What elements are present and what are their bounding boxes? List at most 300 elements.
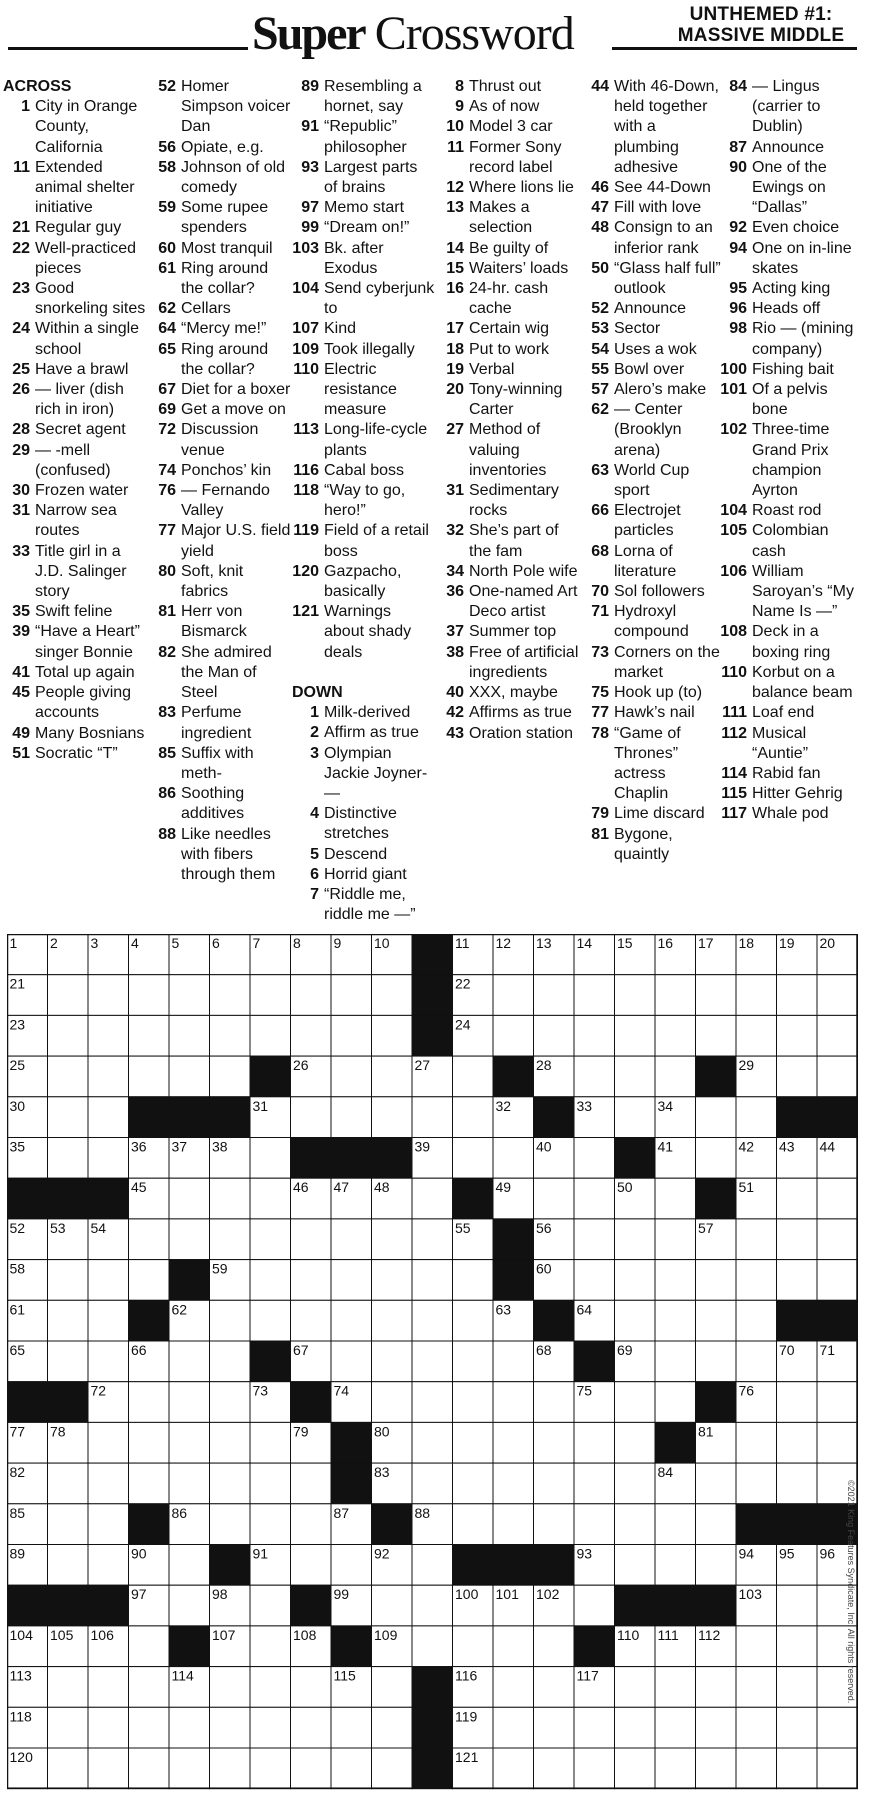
grid-cell[interactable] (250, 1707, 291, 1748)
clue-item[interactable] (149, 380, 294, 400)
grid-cell[interactable] (736, 1707, 777, 1748)
clue-item[interactable] (437, 380, 581, 420)
grid-cell[interactable] (655, 1056, 696, 1097)
clue-item[interactable] (582, 582, 723, 602)
grid-cell[interactable] (736, 1260, 777, 1301)
grid-cell[interactable] (291, 1707, 332, 1748)
grid-cell[interactable] (493, 1667, 534, 1708)
grid-cell[interactable] (412, 1260, 453, 1301)
grid-cell[interactable] (534, 1178, 575, 1219)
grid-cell[interactable] (655, 1504, 696, 1545)
grid-cell[interactable] (250, 1219, 291, 1260)
grid-cell[interactable] (615, 1097, 656, 1138)
clue-item[interactable] (292, 340, 435, 360)
grid-cell[interactable] (372, 1260, 413, 1301)
grid-cell[interactable] (534, 1422, 575, 1463)
grid-cell[interactable] (736, 1667, 777, 1708)
clue-item[interactable] (720, 724, 866, 764)
grid-cell[interactable] (129, 1219, 170, 1260)
grid-cell[interactable] (777, 1382, 818, 1423)
clue-item[interactable] (3, 683, 148, 723)
clue-item[interactable] (720, 663, 866, 703)
grid-cell[interactable] (210, 1341, 251, 1382)
grid-cell[interactable] (574, 1585, 615, 1626)
clue-item[interactable] (582, 218, 723, 258)
grid-cell[interactable] (453, 1504, 494, 1545)
grid-cell[interactable] (372, 1219, 413, 1260)
grid-cell[interactable] (210, 1219, 251, 1260)
grid-cell[interactable] (48, 1260, 89, 1301)
clue-item[interactable] (437, 97, 581, 117)
grid-cell[interactable] (493, 1748, 534, 1789)
grid-cell[interactable] (534, 1463, 575, 1504)
clue-item[interactable] (720, 562, 866, 623)
grid-cell[interactable] (210, 1382, 251, 1423)
grid-cell[interactable] (412, 1545, 453, 1586)
grid-cell[interactable] (493, 1504, 534, 1545)
clue-item[interactable] (292, 481, 435, 521)
grid-cell[interactable] (210, 975, 251, 1016)
grid-cell[interactable] (655, 1260, 696, 1301)
grid-cell[interactable] (615, 1463, 656, 1504)
grid-cell[interactable] (655, 1707, 696, 1748)
clue-item[interactable] (292, 77, 435, 117)
clue-item[interactable] (149, 825, 294, 886)
grid-cell[interactable] (777, 1056, 818, 1097)
grid-cell[interactable] (291, 1015, 332, 1056)
clue-item[interactable] (582, 602, 723, 642)
grid-cell[interactable] (736, 1300, 777, 1341)
grid-cell[interactable] (574, 1219, 615, 1260)
grid-cell[interactable] (372, 1748, 413, 1789)
clue-item[interactable] (149, 602, 294, 642)
grid-cell[interactable] (412, 1341, 453, 1382)
grid-cell[interactable] (88, 1667, 129, 1708)
grid-cell[interactable] (696, 1545, 737, 1586)
grid-cell[interactable] (210, 1178, 251, 1219)
grid-cell[interactable] (696, 1097, 737, 1138)
grid-cell[interactable] (817, 1748, 858, 1789)
clue-item[interactable] (3, 542, 148, 603)
grid-cell[interactable] (210, 1504, 251, 1545)
grid-cell[interactable] (88, 1748, 129, 1789)
grid-cell[interactable] (777, 1707, 818, 1748)
grid-cell[interactable] (169, 1707, 210, 1748)
clue-item[interactable] (149, 461, 294, 481)
clue-item[interactable] (3, 501, 148, 541)
grid-cell[interactable] (250, 1585, 291, 1626)
grid-cell[interactable] (736, 1015, 777, 1056)
grid-cell[interactable] (88, 1707, 129, 1748)
grid-cell[interactable] (129, 1667, 170, 1708)
grid-cell[interactable] (291, 1463, 332, 1504)
clue-item[interactable] (3, 319, 148, 359)
grid-cell[interactable] (250, 1422, 291, 1463)
grid-cell[interactable] (534, 1748, 575, 1789)
grid-cell[interactable] (48, 1463, 89, 1504)
grid-cell[interactable] (574, 1015, 615, 1056)
grid-cell[interactable] (777, 1667, 818, 1708)
grid-cell[interactable] (372, 1382, 413, 1423)
grid-cell[interactable] (574, 1463, 615, 1504)
clue-item[interactable] (149, 643, 294, 704)
grid-cell[interactable] (493, 1015, 534, 1056)
grid-cell[interactable] (48, 1341, 89, 1382)
grid-cell[interactable] (736, 1341, 777, 1382)
clue-item[interactable] (582, 360, 723, 380)
clue-item[interactable] (437, 77, 581, 97)
clue-item[interactable] (582, 804, 723, 824)
clue-item[interactable] (149, 198, 294, 238)
grid-cell[interactable] (453, 1463, 494, 1504)
grid-cell[interactable] (777, 1748, 818, 1789)
grid-cell[interactable] (655, 975, 696, 1016)
clue-item[interactable] (149, 521, 294, 561)
grid-cell[interactable] (696, 1748, 737, 1789)
grid-cell[interactable] (493, 1341, 534, 1382)
grid-cell[interactable] (129, 1626, 170, 1667)
grid-cell[interactable] (534, 1382, 575, 1423)
grid-cell[interactable] (291, 1504, 332, 1545)
clue-item[interactable] (437, 319, 581, 339)
grid-cell[interactable] (574, 1056, 615, 1097)
grid-cell[interactable] (736, 1626, 777, 1667)
grid-cell[interactable] (655, 1667, 696, 1708)
clue-item[interactable] (582, 259, 723, 299)
grid-cell[interactable] (453, 1626, 494, 1667)
clue-item[interactable] (149, 340, 294, 380)
grid-cell[interactable] (169, 975, 210, 1016)
grid-cell[interactable] (453, 1341, 494, 1382)
clue-item[interactable] (292, 158, 435, 198)
grid-cell[interactable] (331, 975, 372, 1016)
grid-cell[interactable] (736, 1748, 777, 1789)
clue-item[interactable] (720, 77, 866, 138)
grid-cell[interactable] (250, 1504, 291, 1545)
grid-cell[interactable] (696, 1707, 737, 1748)
grid-cell[interactable] (493, 1626, 534, 1667)
clue-item[interactable] (437, 117, 581, 137)
clue-item[interactable] (582, 340, 723, 360)
grid-cell[interactable] (331, 1097, 372, 1138)
clue-item[interactable] (292, 239, 435, 279)
clue-item[interactable] (720, 622, 866, 662)
grid-cell[interactable] (250, 1626, 291, 1667)
grid-cell[interactable] (412, 1626, 453, 1667)
grid-cell[interactable] (777, 1260, 818, 1301)
grid-cell[interactable] (250, 1015, 291, 1056)
clue-item[interactable] (582, 178, 723, 198)
grid-cell[interactable] (331, 1015, 372, 1056)
grid-cell[interactable] (412, 1463, 453, 1504)
grid-cell[interactable] (412, 1300, 453, 1341)
grid-cell[interactable] (88, 975, 129, 1016)
grid-cell[interactable] (88, 1463, 129, 1504)
grid-cell[interactable] (129, 975, 170, 1016)
grid-cell[interactable] (331, 1260, 372, 1301)
grid-cell[interactable] (534, 1667, 575, 1708)
grid-cell[interactable] (88, 1015, 129, 1056)
grid-cell[interactable] (574, 1504, 615, 1545)
grid-cell[interactable] (696, 1341, 737, 1382)
grid-cell[interactable] (48, 1667, 89, 1708)
clue-item[interactable] (437, 360, 581, 380)
grid-cell[interactable] (372, 1056, 413, 1097)
grid-cell[interactable] (291, 1545, 332, 1586)
grid-cell[interactable] (412, 1382, 453, 1423)
grid-cell[interactable] (817, 975, 858, 1016)
grid-cell[interactable] (291, 1748, 332, 1789)
grid-cell[interactable] (534, 1015, 575, 1056)
grid-cell[interactable] (534, 1504, 575, 1545)
grid-cell[interactable] (210, 1667, 251, 1708)
grid-cell[interactable] (372, 1667, 413, 1708)
clue-item[interactable] (437, 138, 581, 178)
grid-cell[interactable] (48, 1504, 89, 1545)
clue-item[interactable] (582, 400, 723, 461)
grid-cell[interactable] (88, 1504, 129, 1545)
grid-cell[interactable] (169, 1545, 210, 1586)
grid-cell[interactable] (817, 1707, 858, 1748)
grid-cell[interactable] (129, 1260, 170, 1301)
grid-cell[interactable] (574, 1138, 615, 1179)
grid-cell[interactable] (331, 1219, 372, 1260)
grid-cell[interactable] (777, 1585, 818, 1626)
clue-item[interactable] (149, 138, 294, 158)
clue-item[interactable] (292, 845, 435, 865)
clue-item[interactable] (3, 602, 148, 622)
clue-item[interactable] (582, 380, 723, 400)
grid-cell[interactable] (48, 1138, 89, 1179)
grid-cell[interactable] (453, 1422, 494, 1463)
clue-item[interactable] (437, 683, 581, 703)
grid-cell[interactable] (696, 1015, 737, 1056)
clue-item[interactable] (720, 420, 866, 501)
grid-cell[interactable] (48, 1015, 89, 1056)
grid-cell[interactable] (817, 1178, 858, 1219)
clue-item[interactable] (3, 380, 148, 420)
grid-cell[interactable] (817, 1260, 858, 1301)
grid-cell[interactable] (655, 1300, 696, 1341)
grid-cell[interactable] (655, 1178, 696, 1219)
grid-cell[interactable] (736, 1219, 777, 1260)
grid-cell[interactable] (493, 1422, 534, 1463)
grid-cell[interactable] (453, 1138, 494, 1179)
clue-item[interactable] (720, 138, 866, 158)
clue-item[interactable] (720, 299, 866, 319)
clue-item[interactable] (720, 764, 866, 784)
grid-cell[interactable] (493, 975, 534, 1016)
grid-cell[interactable] (615, 1707, 656, 1748)
grid-cell[interactable] (615, 1504, 656, 1545)
grid-cell[interactable] (777, 1463, 818, 1504)
grid-cell[interactable] (169, 1341, 210, 1382)
clue-item[interactable] (292, 521, 435, 561)
grid-cell[interactable] (372, 1015, 413, 1056)
grid-cell[interactable] (291, 1667, 332, 1708)
grid-cell[interactable] (615, 1300, 656, 1341)
clue-item[interactable] (720, 380, 866, 420)
clue-item[interactable] (292, 703, 435, 723)
grid-cell[interactable] (534, 975, 575, 1016)
grid-cell[interactable] (453, 1382, 494, 1423)
clue-item[interactable] (437, 562, 581, 582)
grid-cell[interactable] (615, 1748, 656, 1789)
clue-item[interactable] (582, 643, 723, 683)
clue-item[interactable] (437, 279, 581, 319)
grid-cell[interactable] (696, 1504, 737, 1545)
grid-cell[interactable] (574, 1707, 615, 1748)
grid-cell[interactable] (696, 1260, 737, 1301)
grid-cell[interactable] (817, 1382, 858, 1423)
clue-item[interactable] (437, 178, 581, 198)
grid-cell[interactable] (169, 1748, 210, 1789)
grid-cell[interactable] (331, 1707, 372, 1748)
clue-item[interactable] (582, 683, 723, 703)
grid-cell[interactable] (655, 1748, 696, 1789)
clue-item[interactable] (720, 521, 866, 561)
clue-item[interactable] (720, 158, 866, 219)
clue-item[interactable] (437, 521, 581, 561)
grid-cell[interactable] (696, 1463, 737, 1504)
clue-item[interactable] (437, 481, 581, 521)
grid-cell[interactable] (574, 1178, 615, 1219)
grid-cell[interactable] (88, 1341, 129, 1382)
clue-item[interactable] (437, 643, 581, 683)
clue-item[interactable] (3, 279, 148, 319)
grid-cell[interactable] (696, 1300, 737, 1341)
grid-cell[interactable] (169, 1382, 210, 1423)
grid-cell[interactable] (372, 1585, 413, 1626)
grid-cell[interactable] (291, 1219, 332, 1260)
clue-item[interactable] (582, 501, 723, 541)
grid-cell[interactable] (129, 1422, 170, 1463)
grid-cell[interactable] (777, 1626, 818, 1667)
clue-item[interactable] (582, 703, 723, 723)
grid-cell[interactable] (250, 1260, 291, 1301)
grid-cell[interactable] (615, 975, 656, 1016)
grid-cell[interactable] (574, 975, 615, 1016)
grid-cell[interactable] (655, 1219, 696, 1260)
grid-cell[interactable] (169, 1219, 210, 1260)
grid-cell[interactable] (655, 1382, 696, 1423)
grid-cell[interactable] (210, 1422, 251, 1463)
clue-item[interactable] (3, 744, 148, 764)
grid-cell[interactable] (817, 1056, 858, 1097)
grid-cell[interactable] (291, 1300, 332, 1341)
clue-item[interactable] (3, 360, 148, 380)
clue-item[interactable] (3, 481, 148, 501)
grid-cell[interactable] (88, 1422, 129, 1463)
clue-item[interactable] (292, 804, 435, 844)
grid-cell[interactable] (88, 1056, 129, 1097)
clue-item[interactable] (149, 744, 294, 784)
clue-item[interactable] (3, 218, 148, 238)
grid-cell[interactable] (169, 1463, 210, 1504)
grid-cell[interactable] (615, 1422, 656, 1463)
grid-cell[interactable] (129, 1748, 170, 1789)
clue-item[interactable] (149, 77, 294, 138)
grid-cell[interactable] (88, 1260, 129, 1301)
grid-cell[interactable] (331, 1056, 372, 1097)
grid-cell[interactable] (655, 1015, 696, 1056)
clue-item[interactable] (149, 703, 294, 743)
clue-item[interactable] (292, 865, 435, 885)
grid-cell[interactable] (615, 1545, 656, 1586)
clue-item[interactable] (720, 784, 866, 804)
clue-item[interactable] (3, 420, 148, 440)
grid-cell[interactable] (48, 1300, 89, 1341)
clue-item[interactable] (720, 239, 866, 279)
grid-cell[interactable] (250, 1138, 291, 1179)
grid-cell[interactable] (169, 1422, 210, 1463)
grid-cell[interactable] (129, 1056, 170, 1097)
clue-item[interactable] (149, 319, 294, 339)
clue-item[interactable] (3, 663, 148, 683)
clue-item[interactable] (720, 279, 866, 299)
grid-cell[interactable] (210, 1300, 251, 1341)
grid-cell[interactable] (291, 1260, 332, 1301)
grid-cell[interactable] (493, 1463, 534, 1504)
grid-cell[interactable] (534, 1626, 575, 1667)
grid-cell[interactable] (169, 1178, 210, 1219)
crossword-grid[interactable] (7, 934, 861, 1790)
grid-cell[interactable] (169, 1585, 210, 1626)
grid-cell[interactable] (574, 1748, 615, 1789)
grid-cell[interactable] (250, 1463, 291, 1504)
grid-cell[interactable] (453, 1056, 494, 1097)
clue-item[interactable] (3, 622, 148, 662)
grid-cell[interactable] (250, 1178, 291, 1219)
grid-cell[interactable] (777, 1178, 818, 1219)
grid-cell[interactable] (736, 975, 777, 1016)
clue-item[interactable] (292, 744, 435, 805)
grid-cell[interactable] (210, 1748, 251, 1789)
clue-item[interactable] (149, 562, 294, 602)
clue-item[interactable] (3, 724, 148, 744)
grid-cell[interactable] (817, 1219, 858, 1260)
grid-cell[interactable] (48, 1056, 89, 1097)
clue-item[interactable] (292, 117, 435, 157)
grid-cell[interactable] (655, 1545, 696, 1586)
clue-item[interactable] (292, 723, 435, 743)
grid-cell[interactable] (534, 1707, 575, 1748)
grid-cell[interactable] (493, 1707, 534, 1748)
grid-cell[interactable] (777, 975, 818, 1016)
clue-item[interactable] (149, 158, 294, 198)
grid-cell[interactable] (655, 1341, 696, 1382)
clue-item[interactable] (582, 299, 723, 319)
grid-cell[interactable] (372, 975, 413, 1016)
clue-item[interactable] (3, 97, 148, 158)
clue-item[interactable] (437, 724, 581, 744)
grid-cell[interactable] (250, 1748, 291, 1789)
grid-cell[interactable] (736, 1097, 777, 1138)
clue-item[interactable] (437, 340, 581, 360)
grid-cell[interactable] (169, 1015, 210, 1056)
clue-item[interactable] (720, 804, 866, 824)
grid-cell[interactable] (48, 1748, 89, 1789)
clue-item[interactable] (437, 198, 581, 238)
clue-item[interactable] (149, 239, 294, 259)
grid-cell[interactable] (129, 1382, 170, 1423)
clue-item[interactable] (720, 703, 866, 723)
grid-cell[interactable] (210, 1707, 251, 1748)
grid-cell[interactable] (615, 1015, 656, 1056)
grid-cell[interactable] (696, 1138, 737, 1179)
grid-cell[interactable] (696, 975, 737, 1016)
clue-item[interactable] (437, 259, 581, 279)
